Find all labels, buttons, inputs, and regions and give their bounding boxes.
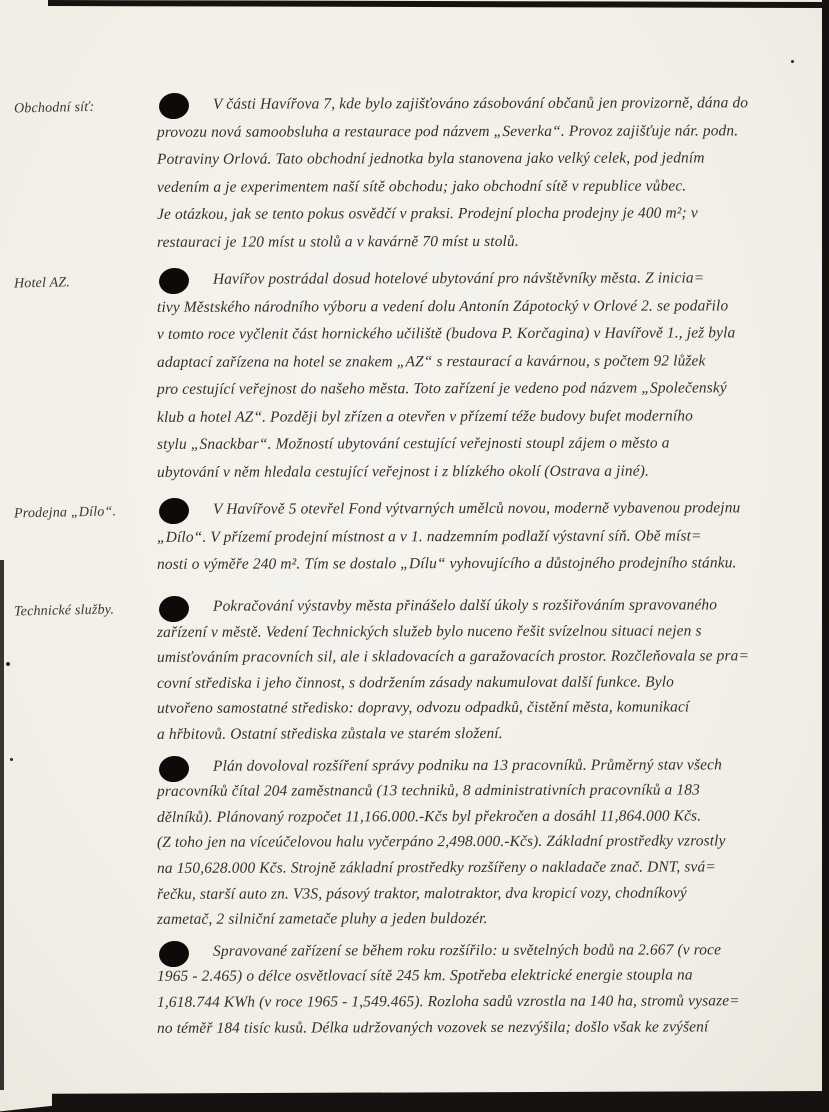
scan-speck (10, 758, 13, 761)
scan-edge-right (822, 0, 829, 1112)
handwritten-line: zametač, 2 silniční zametače pluhy a jeden buldozér. (156, 910, 488, 928)
handwritten-line: restauraci je 120 míst u stolů a v kavárně 70 míst u stolů. (156, 232, 519, 251)
scan-edge-bottom (52, 1091, 829, 1112)
handwritten-line: Spravované zařízení se během roku rozšířilo: u světelných bodů na 2.667 (v roce (212, 941, 722, 960)
handwritten-line: umisťováním pracovních sil, ale i skladovacích a garažovacích prostor. Rozčleňovala se pra= (156, 647, 750, 667)
handwritten-line: provozu nová samoobsluha a restaurace pod názvem „Severka“. Provoz zajišťuje nár. podn. (156, 121, 739, 141)
margin-label: Obchodní síť: (13, 99, 95, 117)
handwritten-line: Plán dovoloval rozšíření správy podniku na 13 pracovníků. Průměrný stav všech (212, 755, 722, 775)
handwritten-line: zařízení v městě. Vedení Technických služeb bylo nuceno řešit svízelnou situaci nejen s (156, 622, 702, 641)
handwritten-line: tivy Městského národního výboru a vedení dolu Antonín Zápotocký v Orlové 2. se podařilo (156, 296, 729, 316)
handwritten-line: utvořeno samostatné středisko: dopravy, odvozu odpadků, čistění města, komunikací (156, 698, 690, 718)
handwritten-line: pracovníků čítal 204 zaměstnanců (13 techniků, 8 administrativních pracovníků a 183 (156, 781, 700, 801)
scan-edge-left (0, 560, 4, 1090)
handwritten-line: pro cestující veřejnost do našeho města. Toto zařízení je vedeno pod názvem „Společenský (156, 379, 727, 398)
paragraph (157, 495, 819, 578)
paragraph (157, 265, 819, 485)
handwritten-line: v tomto roce vyčlenit část hornického učiliště (budova P. Korčagina) v Havířově 1., jež byla (156, 324, 736, 343)
handwritten-line: „Dílo“. V přízemí prodejní místnost a v 1. nadzemním podlaží výstavní síň. Obě míst= (156, 526, 702, 546)
paragraph (157, 753, 819, 932)
handwritten-line: na 150,628.000 Kčs. Strojně základní prostředky rozšířeny o nakladače znač. DNT, svá= (156, 858, 716, 877)
paragraph (157, 593, 819, 747)
handwritten-line: dělníků). Plánovaný rozpočet 11,166.000.-Kčs byl překročen a dosáhl 11,864.000 Kčs. (156, 807, 702, 826)
handwritten-line: Je otázkou, jak se tento pokus osvědčí v praksi. Prodejní plocha prodejny je 400 m²; v (156, 204, 698, 223)
handwritten-line: Potraviny Orlová. Tato obchodní jednotka byla stanovena jako velký celek, pod jedním (156, 149, 705, 168)
handwritten-line: V části Havířova 7, kde bylo zajišťováno zásobování občanů jen provizorně, dána do (212, 94, 749, 113)
handwritten-line: Havířov postrádal dosud hotelové ubytování pro návštěvníky města. Z inicia= (212, 269, 705, 288)
handwritten-line: nosti o výměře 240 m². Tím se dostalo „Dílu“ vyhovujícího a důstojného prodejního stánku. (156, 554, 737, 573)
handwritten-line: řečku, starší auto zn. V3S, pásový traktor, malotraktor, dva kropicí vozy, chodníkový (156, 884, 687, 903)
handwritten-line: 1965 - 2.465) o délce osvětlovací sítě 245 km. Spotřeba elektrické energie stoupla na (156, 966, 693, 986)
handwritten-line: no téměř 184 tisíc kusů. Délka udržovaných vozovek se nezvýšila; došlo však ke zvýšení (156, 1017, 709, 1037)
scan-speck (6, 662, 10, 666)
handwritten-line: adaptací zařízena na hotel se znakem „AZ“ s restaurací a kavárnou, s počtem 92 lůžek (156, 351, 706, 371)
handwritten-line: ubytování v něm hledala cestující veřejnost i z blízkého okolí (Ostrava a jiné). (156, 462, 650, 481)
handwritten-line: klub a hotel AZ“. Později byl zřízen a otevřen v přízemí téže budovy bufet moderního (156, 406, 693, 426)
handwritten-line: (Z toho jen na víceúčelovou halu vyčerpáno 2,498.000.-Kčs). Základní prostředky vzrostly (156, 832, 726, 852)
margin-label: Technické služby. (13, 602, 115, 620)
handwritten-line: V Havířově 5 otevřel Fond výtvarných umělců novou, moderně vybavenou prodejnu (212, 499, 741, 518)
handwritten-line: vedením a je experimentem naší sítě obchodu; jako obchodní sítě v republice vůbec. (156, 176, 687, 196)
margin-label: Hotel AZ. (13, 275, 71, 292)
handwritten-line: 1,618.744 KWh (v roce 1965 - 1,549.465). Rozloha sadů vzrostla na 140 ha, stromů vysaze= (156, 992, 740, 1011)
handwritten-line: stylu „Snackbar“. Možností ubytování cestující veřejnosti stoupl zájem o město a (156, 434, 670, 453)
scan-speck (791, 60, 794, 63)
handwritten-line: covní střediska i jeho činnost, s dodržením zásady nakumulovat další funkce. Bylo (156, 673, 674, 692)
handwritten-line: Pokračování výstavby města přinášelo další úkoly s rozšiřováním spravovaného (212, 596, 718, 615)
paragraph (157, 938, 819, 1040)
handwritten-line: a hřbitovů. Ostatní střediska zůstala ve starém složení. (156, 724, 503, 743)
paragraph (157, 90, 819, 255)
margin-label: Prodejna „Dílo“. (13, 504, 117, 522)
